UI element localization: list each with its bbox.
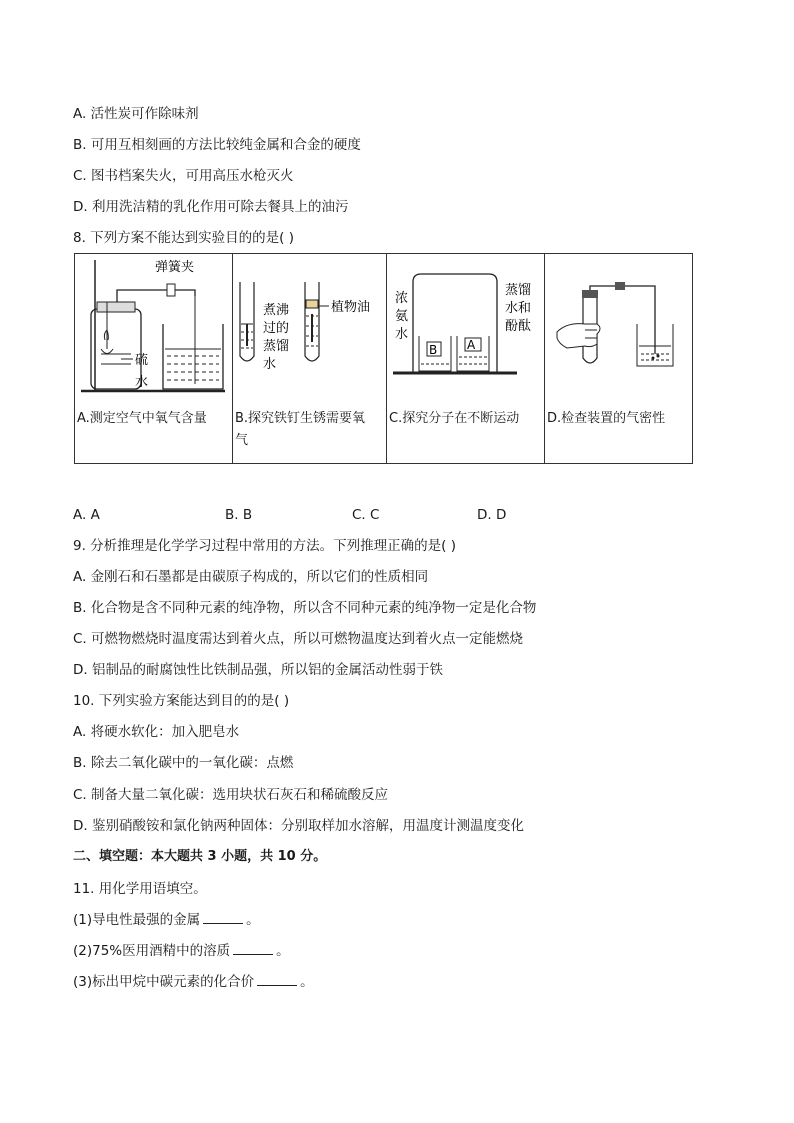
q10-option-a: A. 将硬水软化：加入肥皂水 <box>73 724 240 740</box>
answer-blank-3[interactable] <box>257 973 297 986</box>
q8-answer-d: D. D <box>477 507 507 523</box>
q8-stem: 8. 下列方案不能达到实验目的的是( ) <box>73 230 294 246</box>
vegetable-oil-label: 植物油 <box>331 300 371 315</box>
q11-part1-end: 。 <box>246 912 260 928</box>
q7-option-a: A. 活性炭可作除味剂 <box>73 106 199 122</box>
q10-stem: 10. 下列实验方案能达到目的的是( ) <box>73 693 290 709</box>
q11-part3-end: 。 <box>300 974 314 990</box>
q11-part2-text: (2)75%医用酒精中的溶质 <box>73 943 231 959</box>
q11-stem: 11. 用化学用语填空。 <box>73 881 207 897</box>
q8-answer-a: A. A <box>73 507 100 523</box>
q7-option-d: D. 利用洗洁精的乳化作用可除去餐具上的油污 <box>73 199 349 215</box>
q11-part1 <box>73 911 260 929</box>
caption-d: D.检查装置的气密性 <box>547 411 666 426</box>
q7-option-b: B. 可用互相刻画的方法比较纯金属和合金的硬度 <box>73 137 361 153</box>
q9-option-d: D. 铝制品的耐腐蚀性比铁制品强，所以铝的金属活动性弱于铁 <box>73 662 443 678</box>
experiment-table <box>74 253 693 464</box>
ammonia-label-1: 浓 <box>395 291 409 306</box>
ammonia-label-3: 水 <box>395 327 409 342</box>
phenolphthalein-label-3: 酚酞 <box>505 319 532 334</box>
boiled-water-label-4: 水 <box>263 357 277 372</box>
phenolphthalein-label-1: 蒸馏 <box>505 283 532 298</box>
answer-blank-1[interactable] <box>203 911 243 924</box>
boiled-water-label-2: 过的 <box>263 321 290 336</box>
water-label-2: 水 <box>135 375 149 390</box>
q11-part2 <box>73 942 290 960</box>
q10-option-c: C. 制备大量二氧化碳：选用块状石灰石和稀硫酸反应 <box>73 787 389 803</box>
q10-option-d: D. 鉴别硝酸铵和氯化钠两种固体：分别取样加水溶解，用温度计测温度变化 <box>73 818 524 834</box>
q9-stem: 9. 分析推理是化学学习过程中常用的方法。下列推理正确的是( ) <box>73 538 456 554</box>
oxygen-measurement-apparatus-figure <box>75 254 232 406</box>
caption-c: C.探究分子在不断运动 <box>389 411 520 426</box>
caption-b-line1: B.探究铁钉生锈需要氧 <box>235 411 366 426</box>
q11-part1-text: (1)导电性最强的金属 <box>73 912 201 928</box>
airtightness-check-figure <box>545 254 692 406</box>
figure-b-cell <box>233 254 387 464</box>
boiled-water-label-3: 蒸馏 <box>263 339 290 354</box>
q10-option-b: B. 除去二氧化碳中的一氧化碳：点燃 <box>73 755 294 771</box>
ammonia-label-2: 氨 <box>395 309 409 324</box>
q9-option-b: B. 化合物是含不同种元素的纯净物，所以含不同种元素的纯净物一定是化合物 <box>73 600 537 616</box>
figure-a-cell <box>75 254 233 464</box>
beaker-a-label: A <box>467 338 476 352</box>
clip-label: 弹簧夹 <box>155 260 195 275</box>
q8-answer-b: B. B <box>225 507 253 523</box>
q9-option-a: A. 金刚石和石墨都是由碳原子构成的，所以它们的性质相同 <box>73 569 429 585</box>
q7-option-c: C. 图书档案失火，可用高压水枪灭火 <box>73 168 294 184</box>
q8-answer-c: C. C <box>352 507 380 523</box>
q9-option-c: C. 可燃物燃烧时温度需达到着火点，所以可燃物温度达到着火点一定能燃烧 <box>73 631 524 647</box>
phenolphthalein-label-2: 水和 <box>505 301 532 316</box>
molecule-motion-apparatus-figure <box>387 254 544 406</box>
caption-a: A.测定空气中氧气含量 <box>77 411 207 426</box>
q11-part3 <box>73 973 314 991</box>
beaker-b-label: B <box>429 343 438 357</box>
water-label-1: 硫 <box>135 353 149 368</box>
boiled-water-label-1: 煮沸 <box>263 303 290 318</box>
caption-b-line2: 气 <box>235 433 249 448</box>
iron-rust-test-tubes-figure <box>233 254 386 406</box>
figure-c-cell <box>387 254 545 464</box>
q11-part3-text: (3)标出甲烷中碳元素的化合价 <box>73 974 255 990</box>
answer-blank-2[interactable] <box>233 942 273 955</box>
section-heading: 二、填空题：本大题共 3 小题，共 10 分。 <box>73 849 327 864</box>
figure-d-cell <box>545 254 693 464</box>
q11-part2-end: 。 <box>276 943 290 959</box>
